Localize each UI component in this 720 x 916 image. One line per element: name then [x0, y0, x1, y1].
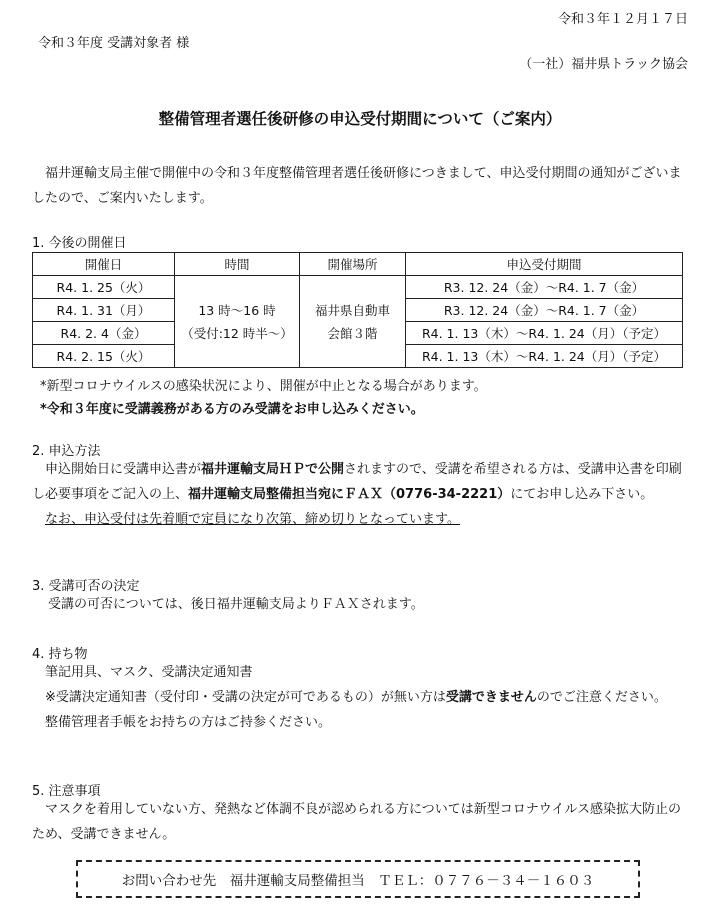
application-period: R4. 1. 13（木）～R4. 1. 24（月）（予定）	[406, 345, 683, 368]
intro-paragraph: 福井運輸支局主催で開催中の令和３年度整備管理者選任後研修につきまして、申込受付期間の通知がございましたので、ご案内いたします。	[32, 166, 682, 206]
application-method-paragraph: 申込開始日に受講申込書が福井運輸支局ＨＰで公開されますので、受講を希望される方は、受講申込書を印刷し必要事項をご記入の上、福井運輸支局整備担当宛にＦＡＸ（0776-34-2221）にてお申し込み下さい。 なお、申込受付は先着順で定員になり次第、締め切りとなっています。	[32, 462, 682, 527]
header-date: 開催日	[33, 253, 175, 276]
cannot-attend-warning: 受講できません	[445, 690, 537, 705]
header-time: 時間	[175, 253, 300, 276]
sender-organization: （一社）福井県トラック協会	[519, 57, 688, 72]
contact-box	[76, 860, 640, 898]
section3-heading: 3. 受講可否の決定	[32, 579, 140, 594]
application-period: R4. 1. 13（木）～R4. 1. 24（月）（予定）	[406, 322, 683, 345]
session-date: R4. 1. 25（火）	[33, 276, 175, 299]
items-list: 筆記用具、マスク、受講決定通知書 ※受講決定通知書（受付印・受講の決定が可であるもの）が無い方は受講できませんのでご注意ください。 整備管理者手帳をお持ちの方はご持参ください。	[45, 665, 667, 730]
decision-text: 受講の可否については、後日福井運輸支局よりＦＡＸされます。	[48, 597, 424, 612]
hp-notice: 福井運輸支局ＨＰで公開	[201, 462, 345, 477]
document-date: 令和３年１２月１７日	[557, 12, 688, 27]
section4-heading: 4. 持ち物	[32, 647, 88, 662]
covid-note: *新型コロナウイルスの感染状況により、開催が中止となる場合があります。	[40, 379, 487, 394]
first-come-notice: なお、申込受付は先着順で定員になり次第、締め切りとなっています。	[45, 512, 460, 527]
schedule-table	[32, 252, 683, 368]
session-date: R4. 2. 15（火）	[33, 345, 175, 368]
eligibility-note: *令和３年度に受講義務がある方のみ受講をお申し込みください。	[40, 402, 424, 417]
fax-destination: 福井運輸支局整備担当宛にＦＡＸ（0776-34-2221）	[188, 487, 511, 502]
section2-heading: 2. 申込方法	[32, 444, 101, 459]
session-date: R4. 2. 4（金）	[33, 322, 175, 345]
section5-heading: 5. 注意事項	[32, 784, 101, 799]
application-period: R3. 12. 24（金）～R4. 1. 7（金）	[406, 276, 683, 299]
session-place: 福井県自動車 会館３階	[300, 276, 406, 368]
recipient: 令和３年度 受講対象者 様	[38, 36, 190, 51]
table-header-row	[33, 253, 683, 276]
section1-heading: 1. 今後の開催日	[32, 236, 127, 251]
document-title: 整備管理者選任後研修の申込受付期間について（ご案内）	[158, 110, 562, 128]
table-row	[33, 276, 683, 299]
session-date: R4. 1. 31（月）	[33, 299, 175, 322]
caution-paragraph: マスクを着用していない方、発熱など体調不良が認められる方については新型コロナウイルス感染拡大防止のため、受講できません。	[32, 802, 681, 842]
contact-text: お問い合わせ先 福井運輸支局整備担当 ＴＥＬ：０７７６－３４－１６０３	[121, 873, 595, 889]
header-place: 開催場所	[300, 253, 406, 276]
session-time: 13 時～16 時 （受付:12 時半～）	[175, 276, 300, 368]
header-period: 申込受付期間	[406, 253, 683, 276]
application-period: R3. 12. 24（金）～R4. 1. 7（金）	[406, 299, 683, 322]
